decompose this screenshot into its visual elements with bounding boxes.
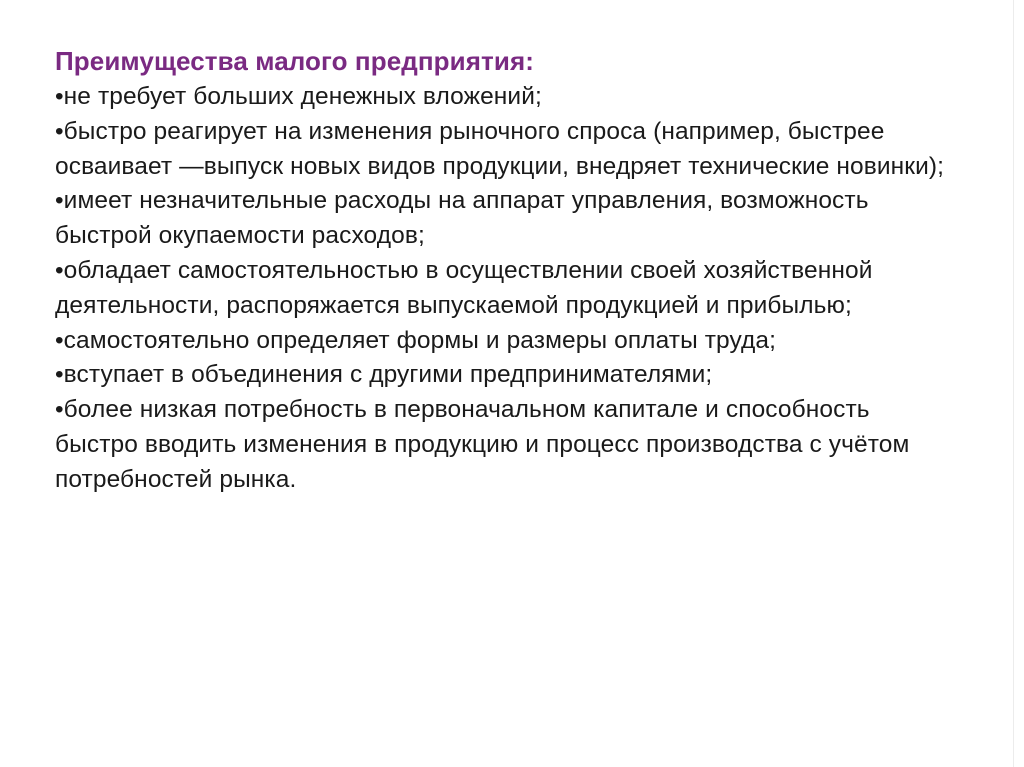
list-item: •имеет незначительные расходы на аппарат управления, возможность быстрой окупаемости расходов;	[55, 187, 869, 250]
list-item: •самостоятельно определяет формы и размеры оплаты труда;	[55, 326, 777, 354]
slide-edge-divider	[1013, 0, 1014, 767]
slide-content	[55, 42, 955, 498]
list-item: •не требует больших денежных вложений;	[55, 83, 542, 110]
list-item: •обладает самостоятельностью в осуществлении своей хозяйственной деятельности, распоряжается выпускаемой продукцией и прибылью;	[55, 256, 873, 319]
list-item: •вступает в объединения с другими предпринимателями;	[55, 361, 713, 389]
advantages-list	[55, 80, 955, 498]
list-item: •быстро реагирует на изменения рыночного спроса (например, быстрее осваивает —выпуск новых видов продукции, внедряет технические новинки);	[55, 117, 945, 180]
slide-title: Преимущества малого предприятия:	[55, 46, 534, 76]
list-item: •более низкая потребность в первоначальном капитале и способность быстро вводить изменения в продукцию и процесс производства с учётом потребностей рынка.	[55, 396, 910, 493]
